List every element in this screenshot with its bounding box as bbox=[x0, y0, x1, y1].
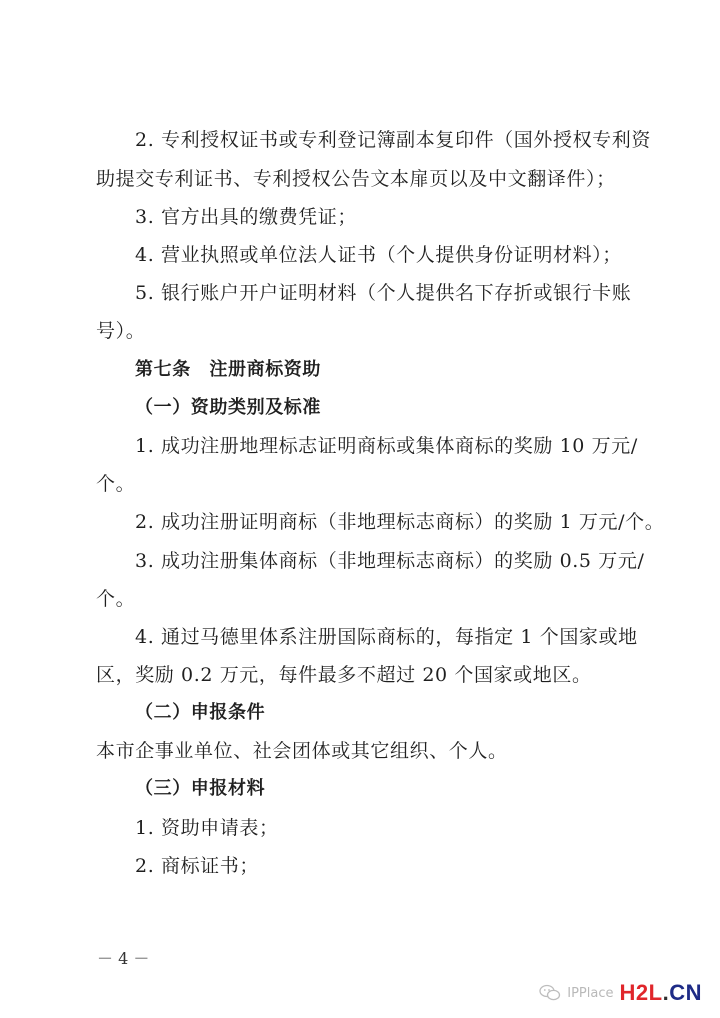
text-line: 2. 商标证书； bbox=[135, 855, 259, 877]
text-line: 3. 成功注册集体商标（非地理标志商标）的奖励 0.5 万元/ bbox=[135, 550, 645, 572]
section-heading: （二）申报条件 bbox=[135, 702, 266, 723]
page-number: － 4 － bbox=[97, 949, 150, 968]
text-line: 4. 营业执照或单位法人证书（个人提供身份证明材料）； bbox=[135, 244, 622, 266]
text-line: 个。 bbox=[96, 473, 136, 495]
text-line: 号）。 bbox=[96, 320, 146, 342]
logo-2: 2 bbox=[635, 980, 649, 1005]
text-line: 本市企事业单位、社会团体或其它组织、个人。 bbox=[96, 740, 508, 762]
text-line: 1. 成功注册地理标志证明商标或集体商标的奖励 10 万元/ bbox=[135, 435, 638, 457]
h2l-logo bbox=[620, 980, 703, 1006]
text-line: 4. 通过马德里体系注册国际商标的，每指定 1 个国家或地 bbox=[135, 626, 638, 648]
logo-dot: . bbox=[662, 980, 670, 1005]
logo-h: H bbox=[619, 980, 636, 1005]
section-heading: （三）申报材料 bbox=[135, 778, 266, 799]
wechat-icon bbox=[539, 984, 561, 1002]
text-line: 区，奖励 0.2 万元，每件最多不超过 20 个国家或地区。 bbox=[96, 664, 592, 686]
watermark bbox=[539, 980, 702, 1006]
text-line: 2. 专利授权证书或专利登记簿副本复印件（国外授权专利资 bbox=[135, 129, 651, 151]
text-line: 助提交专利证书、专利授权公告文本扉页以及中文翻译件）； bbox=[96, 168, 616, 190]
section-heading: （一）资助类别及标准 bbox=[135, 397, 321, 418]
logo-l: L bbox=[648, 980, 663, 1005]
text-line: 个。 bbox=[96, 588, 136, 610]
text-line: 2. 成功注册证明商标（非地理标志商标）的奖励 1 万元/个。 bbox=[135, 511, 665, 533]
logo-cn: CN bbox=[669, 980, 702, 1005]
text-line: 1. 资助申请表； bbox=[135, 817, 279, 839]
text-line: 5. 银行账户开户证明材料（个人提供名下存折或银行卡账 bbox=[135, 282, 632, 304]
article-heading: 第七条 注册商标资助 bbox=[135, 359, 321, 380]
text-line: 3. 官方出具的缴费凭证； bbox=[135, 206, 357, 228]
watermark-text: IPPlace bbox=[567, 985, 614, 1001]
